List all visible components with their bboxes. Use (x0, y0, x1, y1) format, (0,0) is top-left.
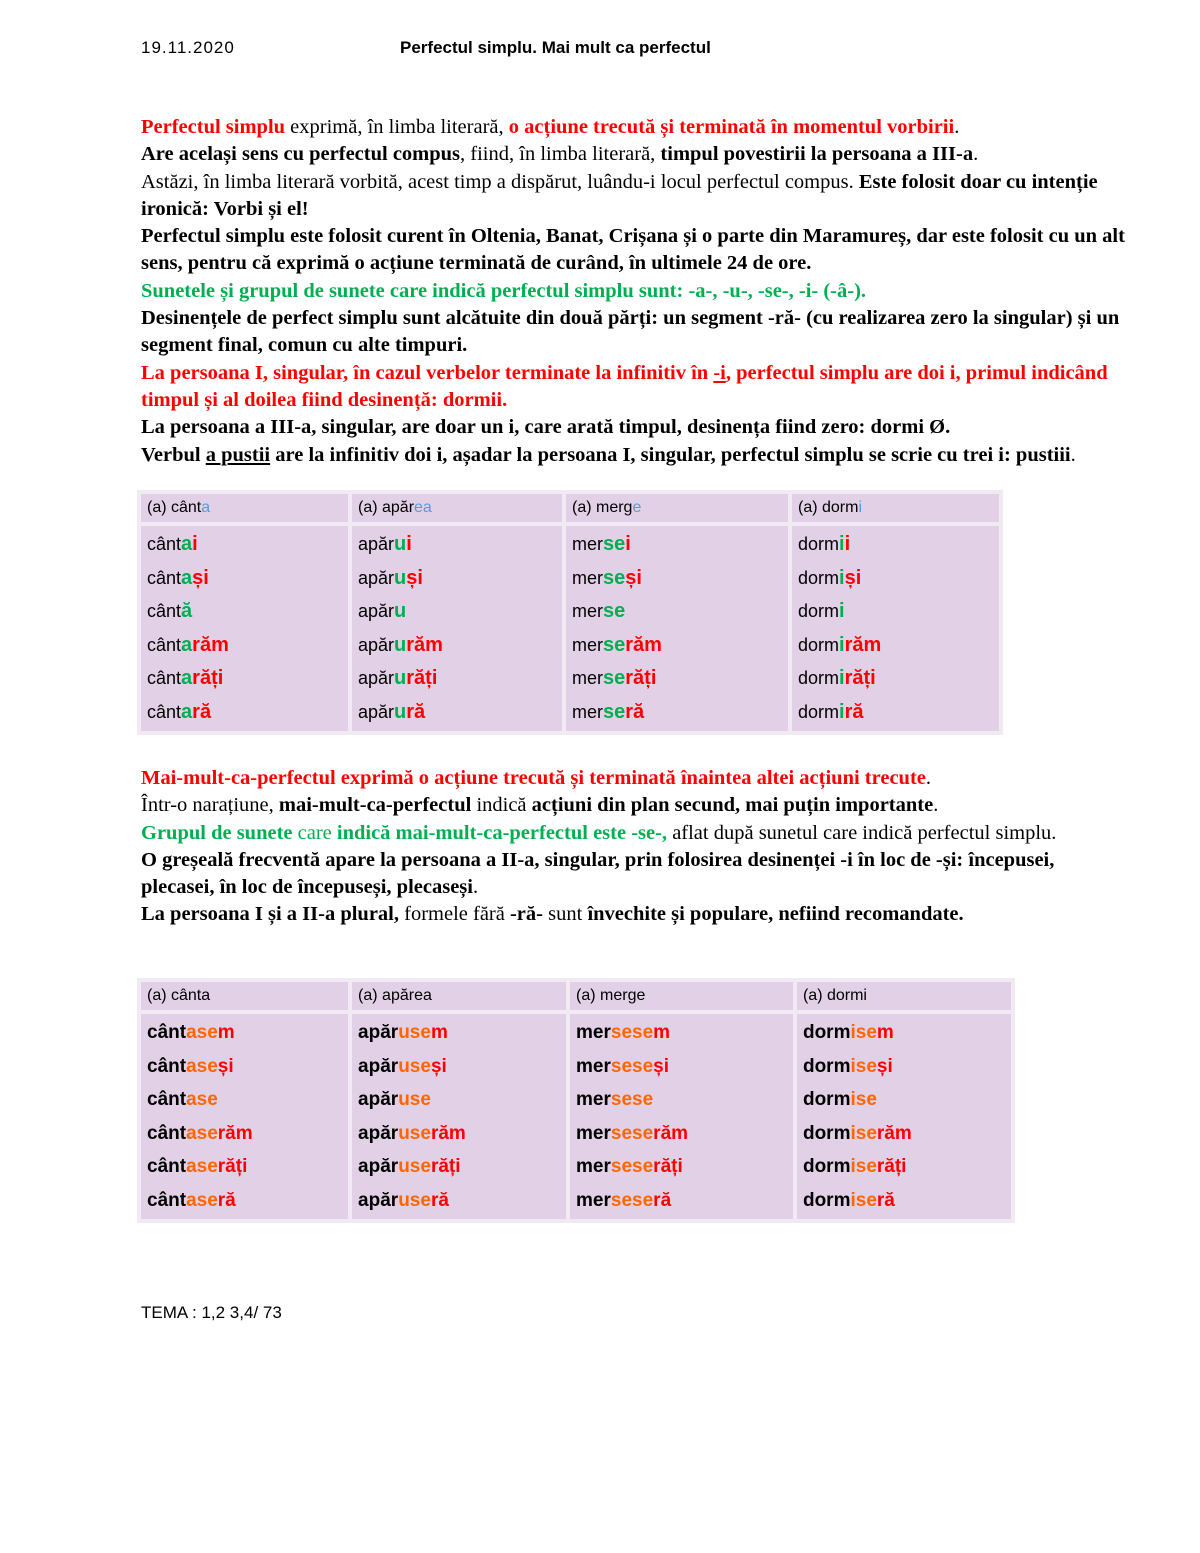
tense-marker: sese (610, 1189, 654, 1211)
conjugation-form (358, 1083, 560, 1117)
tense-marker: i (839, 533, 845, 555)
conjugation-form (147, 562, 342, 596)
conjugation-form (803, 1050, 1005, 1084)
header-ending: ea (414, 499, 432, 516)
verb-stem: apăr (358, 567, 395, 588)
conjugation-cell (352, 1014, 566, 1219)
text-segment: Mai-mult-ca-perfectul exprimă o acțiune trecută și terminată înaintea altei acțiuni trecute (141, 767, 926, 789)
conjugation-form (798, 629, 993, 663)
text-bold: timpul povestirii la persoana a III-a (660, 143, 974, 166)
verb-stem: dorm (802, 1022, 851, 1043)
text-segment: sunt (543, 903, 588, 926)
header-date: 19.11.2020 (141, 38, 235, 57)
table-header-row (141, 982, 1011, 1010)
verb-stem: cânt (147, 601, 182, 621)
verb-stem: mer (576, 1189, 611, 1211)
tense-marker: u (394, 533, 407, 555)
column-header: (a) dormi (797, 982, 1011, 1010)
highlight-definition: o acțiune trecută și terminată în momentul vorbirii (508, 116, 955, 138)
text-segment: La persoana a III-a, singular, are doar un i, care arată timpul, desinența fiind zero: dormi (141, 416, 930, 439)
paragraph-third-person (141, 414, 1131, 441)
paragraph-mmcp-mistake (141, 847, 1131, 902)
verb-stem: apăr (358, 634, 395, 655)
conjugation-form (147, 1184, 342, 1218)
verb-stem: mer (572, 701, 603, 722)
verb-stem: dorm (802, 1089, 851, 1110)
tense-marker: ase (186, 1089, 218, 1110)
paragraph-endings: Desinențele de perfect simplu sunt alcătuite din două părți: un segment -ră- (cu realizarea zero la singular) și un segment final, comun cu alte timpuri. (141, 307, 1120, 357)
verb-stem: apăr (358, 1055, 399, 1077)
verb-stem: dorm (798, 534, 840, 554)
ending: i (192, 533, 198, 555)
text-segment: La persoana I, singular, în cazul verbelor terminate la infinitiv în (141, 361, 714, 384)
ending: m (217, 1022, 235, 1043)
column-header (141, 494, 348, 522)
text-bold: acțiuni din plan secund, mai puțin importante (531, 794, 934, 817)
conjugation-form (576, 1150, 787, 1184)
conjugation-form (147, 1016, 342, 1050)
ending: răți (653, 1156, 683, 1177)
tense-marker: ise (850, 1089, 877, 1110)
tense-marker: use (398, 1122, 431, 1144)
header-stem: (a) apăr (358, 499, 415, 516)
paragraph-mmcp-narration (141, 792, 1131, 819)
tense-marker: use (398, 1156, 431, 1177)
conjugation-form (803, 1150, 1005, 1184)
verb-stem: apăr (358, 534, 395, 554)
tense-marker: u (394, 667, 407, 689)
conjugation-form (576, 1050, 787, 1084)
conjugation-form (798, 528, 993, 562)
tense-marker: use (398, 1055, 431, 1077)
conjugation-form (358, 595, 556, 629)
header-title: Perfectul simplu. Mai mult ca perfectul (400, 38, 711, 57)
conjugation-form (803, 1184, 1005, 1218)
conjugation-form (798, 562, 993, 596)
ending: și (653, 1055, 670, 1077)
header-stem: (a) merg (572, 499, 633, 516)
table-body-row (141, 1014, 1011, 1219)
conjugation-form (572, 595, 782, 629)
conjugation-form (572, 562, 782, 596)
conjugation-form (358, 562, 556, 596)
paragraph-usage (141, 169, 1131, 224)
verb-stem: dorm (798, 567, 840, 588)
tense-marker: ase (186, 1156, 218, 1177)
tense-marker: a (181, 533, 193, 555)
text-segment: . (933, 794, 939, 817)
ending: ră (625, 700, 645, 723)
tense-marker: sese (610, 1022, 654, 1043)
ending: și (876, 1055, 893, 1077)
ending: răm (876, 1122, 912, 1144)
ending: i (625, 533, 631, 555)
verb-stem: mer (572, 567, 603, 588)
perfect-simplu-table (137, 490, 1003, 735)
tense-marker: ise (850, 1055, 877, 1077)
column-header: (a) apărea (352, 982, 566, 1010)
conjugation-form (803, 1117, 1005, 1151)
text-green: indică mai-mult-ca-perfectul este -se-, (336, 821, 668, 844)
verb-stem: mer (576, 1156, 611, 1177)
verb-stem: cânt (147, 567, 182, 588)
conjugation-form (147, 696, 342, 730)
verb-stem: apăr (358, 1089, 399, 1110)
conjugation-form (572, 696, 782, 730)
conjugation-form (147, 662, 342, 696)
table-header-row (141, 494, 999, 522)
conjugation-form (147, 629, 342, 663)
header-stem: (a) dorm (798, 499, 859, 516)
header-ending: a (201, 499, 211, 516)
ending: răți (844, 667, 876, 689)
ending: și (192, 566, 209, 589)
paragraph-definition (141, 114, 1131, 141)
verb-stem: apăr (358, 1189, 399, 1211)
conjugation-form (572, 528, 782, 562)
verb-stem: cânt (147, 1055, 187, 1077)
column-header (352, 494, 562, 522)
header-stem: (a) cânt (147, 499, 202, 516)
conjugation-cell (566, 526, 788, 731)
ending: răți (876, 1156, 907, 1177)
verb-stem: cânt (147, 1022, 187, 1043)
conjugation-form (798, 662, 993, 696)
tense-marker: ase (186, 1122, 218, 1144)
ending: ră (876, 1189, 895, 1211)
tense-marker: a (181, 633, 193, 656)
conjugation-form (147, 1150, 342, 1184)
conjugation-form (147, 528, 342, 562)
ending: răm (625, 633, 662, 656)
verb-stem: dorm (802, 1122, 851, 1144)
verb-stem: mer (576, 1055, 611, 1077)
conjugation-cell (792, 526, 999, 731)
conjugation-form (147, 1050, 342, 1084)
verb-stem: dorm (802, 1055, 851, 1077)
paragraph-mmcp-definition (141, 765, 1131, 792)
text-underlined: -i (713, 361, 726, 384)
text-segment: , perfectul simplu are doi i, primul indicând timpul și al doilea fiind desinență: dormii. (141, 361, 1108, 411)
conjugation-form (576, 1117, 787, 1151)
conjugation-cell (141, 1014, 348, 1219)
verb-stem: cânt (147, 634, 182, 655)
tense-marker: se (603, 566, 626, 589)
text-segment: formele fără (399, 903, 510, 926)
text-segment: aflat după sunetul care indică perfectul simplu. (667, 821, 1057, 844)
verb-stem: dorm (798, 601, 840, 621)
conjugation-form (803, 1016, 1005, 1050)
conjugation-form (358, 1016, 560, 1050)
tense-marker: ă (181, 600, 193, 622)
tense-marker: i (839, 667, 845, 689)
ending: m (430, 1022, 448, 1043)
verb-stem: apăr (358, 1022, 399, 1043)
ending: răți (217, 1156, 248, 1177)
verb-stem: cânt (147, 534, 182, 554)
paragraph-first-person (141, 360, 1131, 415)
column-header (792, 494, 999, 522)
header-ending: i (858, 499, 863, 516)
section-mai-mult-ca-perfect (141, 765, 1131, 929)
verb-stem: apăr (358, 1156, 399, 1177)
verb-stem: mer (576, 1122, 611, 1144)
text-bold: mai-mult-ca-perfectul (278, 794, 472, 817)
conjugation-form (358, 1050, 560, 1084)
ending: răm (430, 1122, 466, 1144)
ending: ră (844, 700, 864, 723)
verb-stem: apăr (358, 668, 395, 688)
ending: și (406, 566, 423, 589)
conjugation-cell (570, 1014, 793, 1219)
ending: m (653, 1022, 671, 1043)
paragraph-regions: Perfectul simplu este folosit curent în Oltenia, Banat, Crișana și o parte din Maramureș, dar este folosit cu un alt sens, pentru că exprimă o acțiune terminată de curând, în ultimele 24 de ore. (141, 225, 1125, 275)
verb-stem: dorm (802, 1156, 851, 1177)
verb-stem: mer (572, 601, 603, 621)
text-bold: -ră- (509, 903, 543, 926)
verb-stem: mer (572, 634, 603, 655)
conjugation-form (576, 1083, 787, 1117)
ending: ră (430, 1189, 449, 1211)
text-segment: indică (471, 794, 532, 817)
conjugation-cell (141, 526, 348, 731)
verb-stem: cânt (147, 701, 182, 722)
verb-stem: mer (576, 1022, 611, 1043)
column-header: (a) cânta (141, 982, 348, 1010)
tense-marker: se (603, 533, 626, 555)
conjugation-cell (352, 526, 562, 731)
text-bold: Are același sens cu perfectul compus (141, 143, 461, 166)
text-segment: , fiind, în limba literară, (460, 143, 661, 166)
tense-marker: se (603, 633, 626, 656)
tense-marker: sese (610, 1055, 654, 1077)
ending: răm (653, 1122, 689, 1144)
tense-marker: i (839, 700, 845, 723)
verb-stem: apăr (358, 1122, 399, 1144)
verb-stem: dorm (802, 1189, 851, 1211)
text-segment: exprimă, în limba literară, (285, 116, 509, 138)
zero-symbol: Ø (929, 416, 946, 439)
paragraph-mmcp-plural (141, 901, 1131, 928)
conjugation-form (358, 629, 556, 663)
ending: m (876, 1022, 894, 1043)
tense-marker: a (181, 566, 193, 589)
header-ending: e (632, 499, 642, 516)
verb-stem: apăr (358, 701, 395, 722)
paragraph-pustii (141, 442, 1131, 469)
ending: i (844, 533, 851, 555)
tense-marker: use (398, 1089, 431, 1110)
verb-stem: cânt (147, 668, 182, 688)
conjugation-form (798, 595, 993, 629)
column-header: (a) merge (570, 982, 793, 1010)
conjugation-form (798, 696, 993, 730)
tense-marker: u (394, 633, 407, 656)
text-underlined: a pustii (205, 443, 271, 466)
section-perfect-simplu (141, 114, 1131, 469)
conjugation-form (147, 1117, 342, 1151)
ending: și (430, 1055, 447, 1077)
tense-marker: ise (850, 1022, 877, 1043)
tense-marker: u (394, 566, 407, 589)
conjugation-form (572, 629, 782, 663)
ending: răm (406, 633, 443, 656)
tense-marker: sese (610, 1122, 654, 1144)
text-segment: . (472, 876, 479, 899)
tense-marker: ase (186, 1189, 218, 1211)
ending: ră (653, 1189, 672, 1211)
ending: i (406, 533, 412, 555)
verb-stem: cânt (147, 1156, 187, 1177)
text-segment: . (945, 416, 951, 439)
verb-stem: mer (576, 1089, 611, 1110)
tense-marker: i (839, 633, 845, 656)
tense-marker: a (181, 667, 193, 689)
conjugation-form (358, 662, 556, 696)
verb-stem: cânt (147, 1089, 187, 1110)
text-segment: . (954, 116, 960, 138)
conjugation-cell (797, 1014, 1011, 1219)
homework-note: TEMA : 1,2 3,4/ 73 (141, 1303, 282, 1322)
paragraph-mmcp-sounds (141, 820, 1131, 847)
tense-marker: u (394, 600, 407, 622)
tense-marker: use (398, 1022, 431, 1043)
conjugation-form (358, 1150, 560, 1184)
table-body-row (141, 526, 999, 731)
ending: și (217, 1055, 234, 1077)
conjugation-form (576, 1184, 787, 1218)
paragraph-meaning (141, 141, 1131, 168)
text-bold: Este folosit doar cu intenție ironică: Vorbi și el! (141, 170, 1098, 220)
ending: ră (217, 1189, 236, 1211)
conjugation-form (147, 595, 342, 629)
text-bold: O greșeală frecventă apare la persoana a II-a, singular, prin folosirea desinenței -i în loc de -și: începusei, plecasei, în loc de începuseși, plecaseși (141, 848, 1055, 899)
text-bold: învechite și populare, nefiind recomandate. (587, 903, 964, 926)
verb-stem: mer (572, 534, 603, 554)
conjugation-form (803, 1083, 1005, 1117)
mai-mult-ca-perfect-table (137, 978, 1015, 1223)
tense-marker: ase (186, 1055, 218, 1077)
text-segment: . (973, 143, 979, 166)
verb-stem: dorm (798, 701, 840, 722)
ending: ră (192, 700, 212, 723)
tense-marker: a (181, 700, 193, 723)
ending: răți (430, 1156, 461, 1177)
conjugation-form (576, 1016, 787, 1050)
verb-stem: cânt (147, 1122, 187, 1144)
conjugation-form (358, 528, 556, 562)
tense-marker: sese (610, 1089, 654, 1110)
text-bold: La persoana I și a II-a plural, (141, 903, 400, 926)
tense-marker: sese (610, 1156, 654, 1177)
text-green: Grupul de sunete (141, 821, 293, 844)
ending: răm (844, 633, 882, 656)
ending: și (844, 566, 862, 589)
verb-stem: mer (572, 668, 603, 688)
tense-marker: se (603, 600, 626, 622)
ending: răți (192, 667, 224, 689)
ending: răți (406, 667, 438, 689)
text-segment: Astăzi, în limba literară vorbită, acest timp a dispărut, luându-i locul perfectul compus. (141, 170, 859, 193)
tense-marker: use (398, 1189, 431, 1211)
text-segment: . (925, 767, 932, 789)
term-perfect-simplu: Perfectul simplu (141, 116, 286, 138)
verb-stem: dorm (798, 668, 840, 688)
tense-marker: ise (850, 1189, 877, 1211)
ending: răți (625, 667, 657, 689)
verb-stem: dorm (798, 634, 840, 655)
tense-marker: ise (850, 1156, 877, 1177)
tense-marker: ase (186, 1022, 218, 1043)
conjugation-form (358, 1184, 560, 1218)
text-segment: Într-o narațiune, (141, 794, 279, 817)
conjugation-form (147, 1083, 342, 1117)
verb-stem: apăr (358, 601, 395, 621)
ending: și (625, 566, 642, 589)
text-green: care (292, 821, 337, 844)
tense-marker: i (839, 600, 845, 622)
column-header (566, 494, 788, 522)
conjugation-form (358, 696, 556, 730)
text-segment: are la infinitiv doi i, așadar la persoana I, singular, perfectul simplu se scrie cu trei i: pustiii (270, 443, 1071, 466)
text-segment: . (1070, 443, 1076, 466)
conjugation-form (572, 662, 782, 696)
ending: ră (406, 700, 426, 723)
verb-stem: cânt (147, 1189, 187, 1211)
tense-marker: i (839, 566, 845, 589)
ending: răm (192, 633, 229, 656)
tense-marker: ise (850, 1122, 877, 1144)
paragraph-sounds: Sunetele și grupul de sunete care indică perfectul simplu sunt: -a-, -u-, -se-, -i- (-â-). (141, 279, 867, 302)
text-segment: Verbul (141, 443, 206, 466)
tense-marker: se (603, 667, 626, 689)
ending: răm (217, 1122, 253, 1144)
tense-marker: u (394, 700, 407, 723)
tense-marker: se (603, 700, 626, 723)
conjugation-form (358, 1117, 560, 1151)
